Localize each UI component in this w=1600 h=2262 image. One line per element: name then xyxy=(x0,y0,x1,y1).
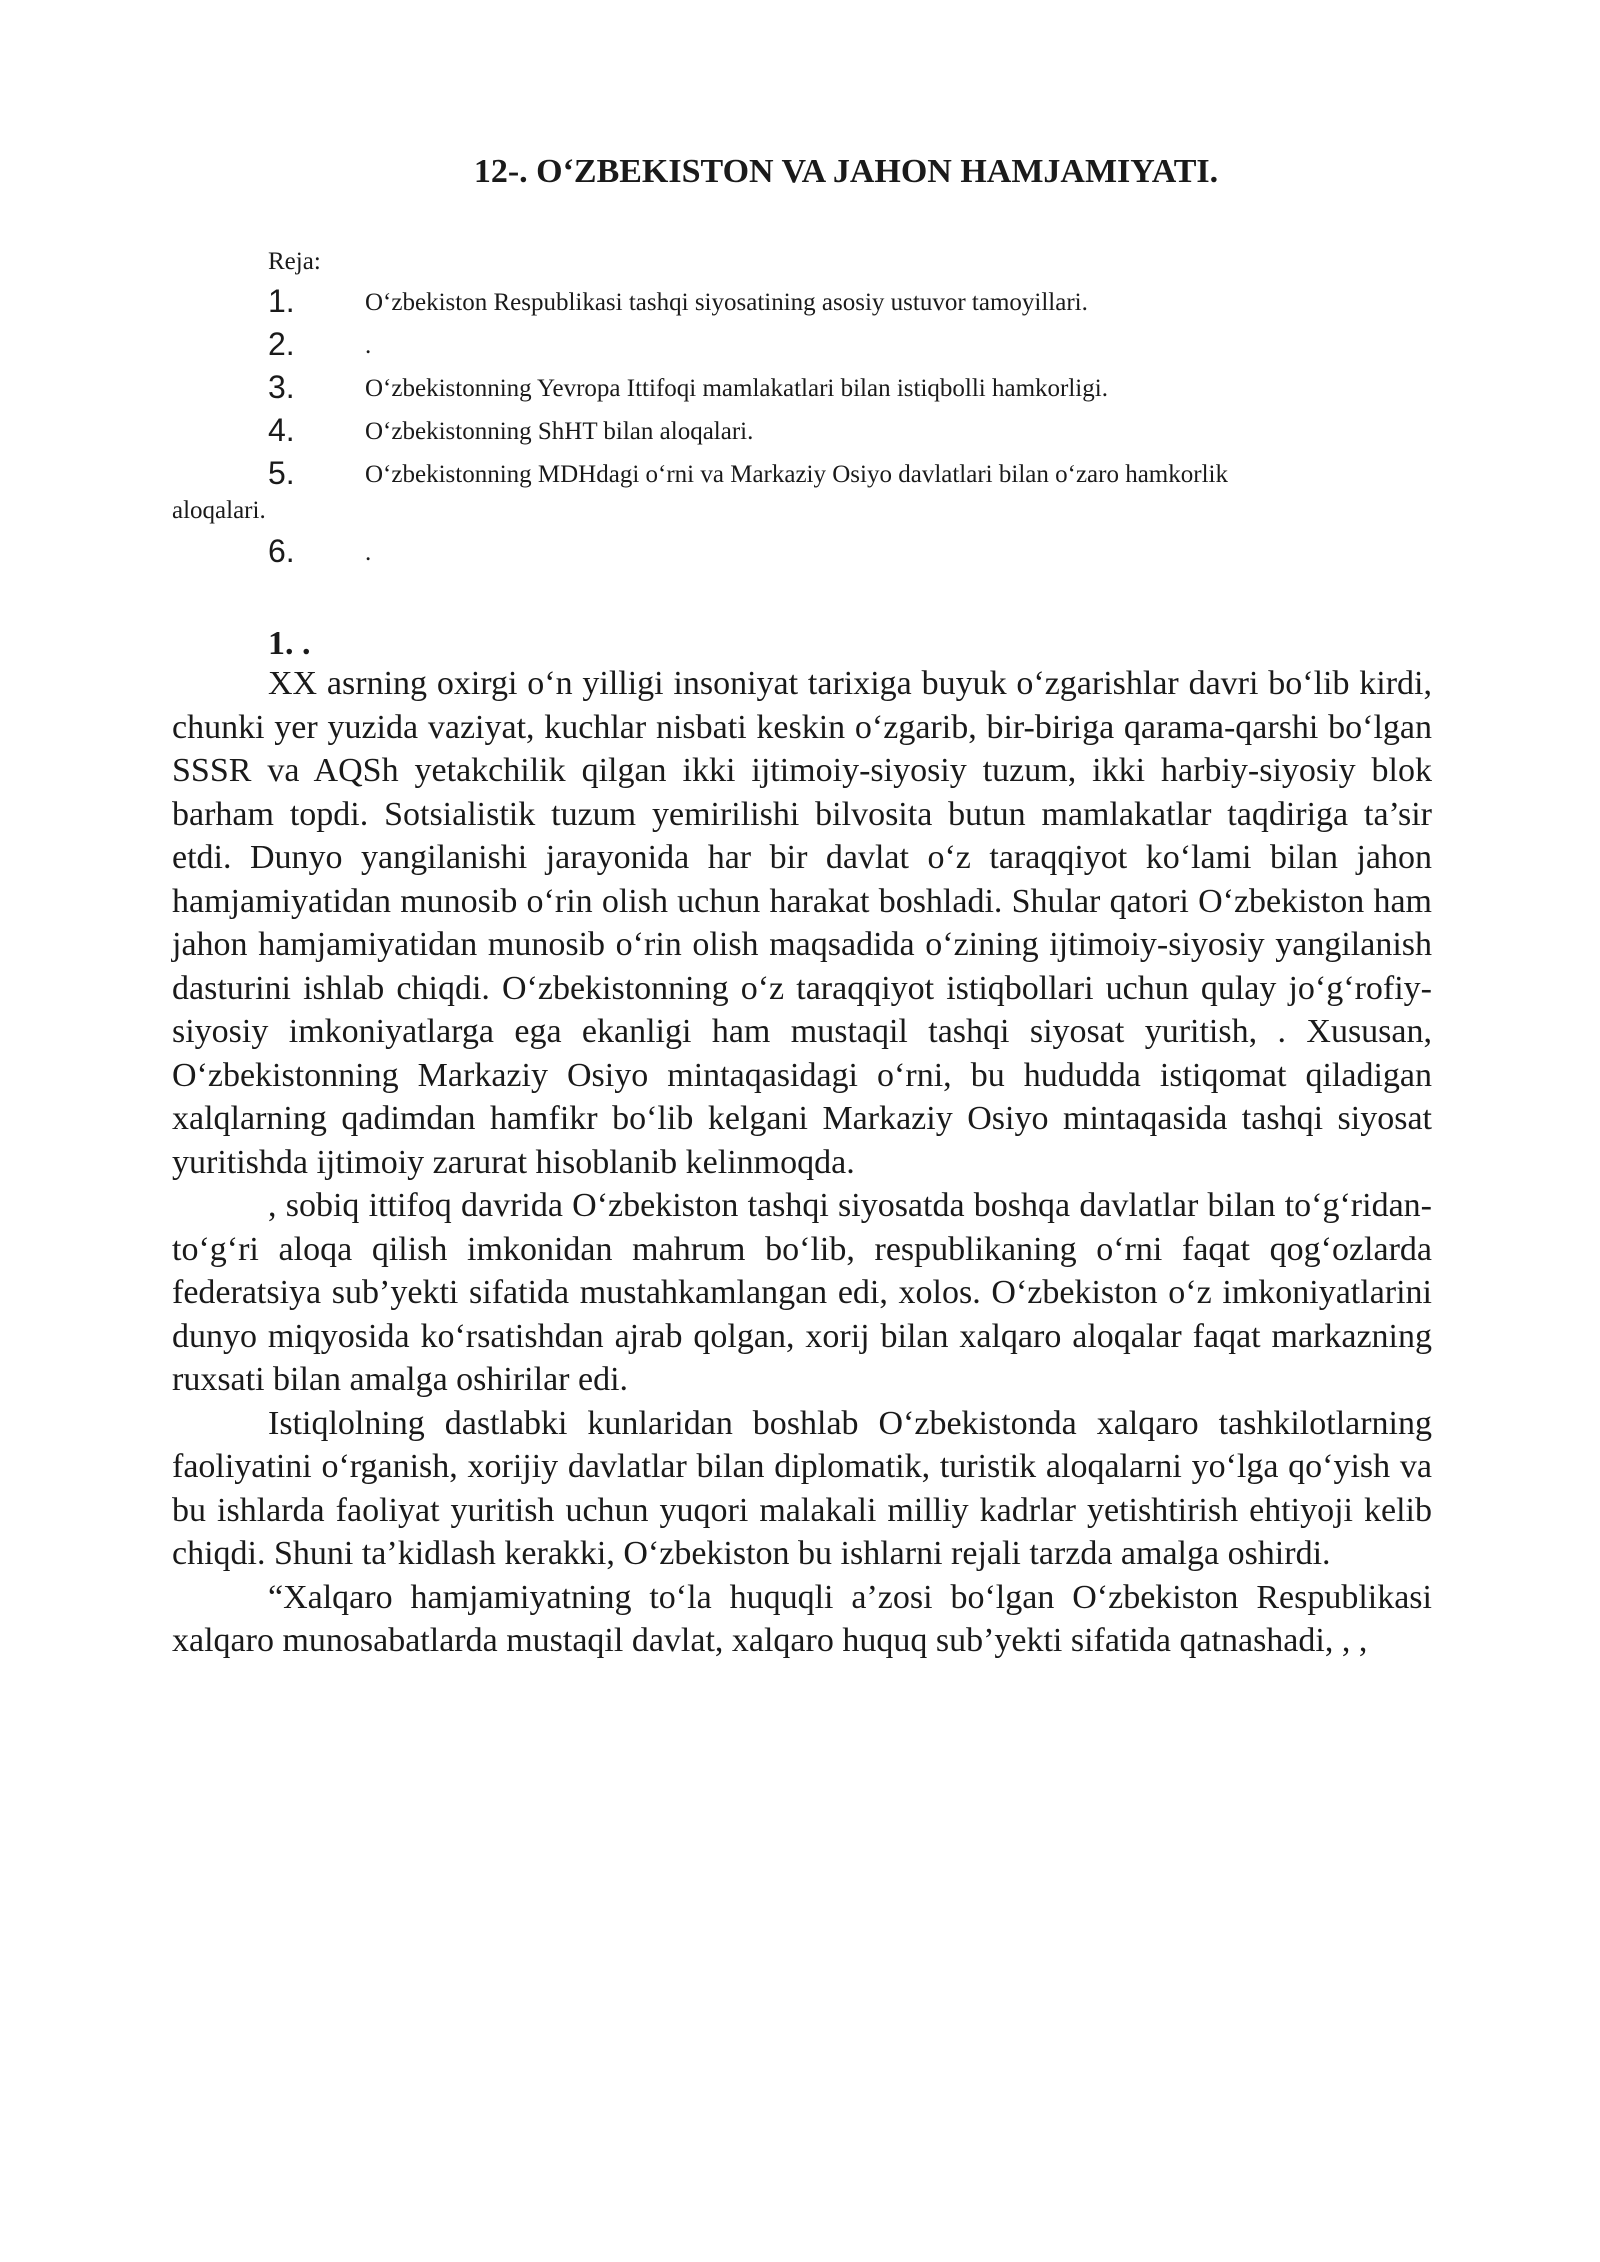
plan-item xyxy=(172,409,1432,452)
section-heading: 1. . xyxy=(268,625,311,662)
plan-item-number: 4. xyxy=(268,412,295,448)
document-title: 12-. O‘ZBEKISTON VA JAHON HAMJAMIYATI. xyxy=(473,153,1219,190)
body-paragraph: “Xalqaro hamjamiyatning to‘la huquqli a’zosi bo‘lgan O‘zbekiston Respublikasi xalqaro munosabatlarda mustaqil davlat, xalqaro huquq sub’yekti sifatida qatnashadi, , , xyxy=(172,1578,1432,1659)
plan-item-text: O‘zbekistonning ShHT bilan aloqalari. xyxy=(365,418,754,445)
body-paragraph: , sobiq ittifoq davrida O‘zbekiston tashqi siyosatda boshqa davlatlar bilan to‘g‘ridan-to‘g‘ri aloqa qilish imkonidan mahrum bo‘lib, respublikaning o‘rni faqat qog‘ozlarda federatsiya sub’yekti sifatida mustahkamlangan edi, xolos. O‘zbekiston o‘z imkoniyatlarini dunyo miqyosida ko‘rsatishdan ajrab qolgan, xorij bilan xalqaro aloqalar faqat markazning ruxsati bilan amalga oshirilar edi. xyxy=(172,1187,1432,1398)
plan-item xyxy=(172,323,1432,366)
plan-heading: Reja: xyxy=(268,248,321,275)
plan-item-number: 3. xyxy=(268,369,295,405)
plan-item-number: 6. xyxy=(268,533,295,569)
body-paragraph: Istiqlolning dastlabki kunlaridan boshlab O‘zbekistonda xalqaro tashkilotlarning faoliyatini o‘rganish, xorijiy davlatlar bilan diplomatik, turistik aloqalarni yo‘lga qo‘yish va bu ishlarda faoliyat yuritish uchun yuqori malakali milliy kadrlar yetishtirish ehtiyoji kelib chiqdi. Shuni ta’kidlash kerakki, O‘zbekiston bu ishlarni rejali tarzda amalga oshirdi. xyxy=(172,1404,1432,1572)
plan-item-text: . xyxy=(365,332,372,359)
plan-item-text-continuation: aloqalari. xyxy=(172,497,266,524)
plan-item xyxy=(172,530,1432,573)
plan-item-number: 1. xyxy=(268,283,295,319)
plan-item-text: O‘zbekiston Respublikasi tashqi siyosatining asosiy ustuvor tamoyillari. xyxy=(365,289,1088,316)
plan-item-text: . xyxy=(365,539,372,566)
plan-list xyxy=(172,280,1432,573)
plan-item xyxy=(172,366,1432,409)
plan-item xyxy=(172,280,1432,323)
plan-item-number: 5. xyxy=(268,455,295,491)
plan-item-number: 2. xyxy=(268,326,295,362)
plan-item xyxy=(172,452,1432,530)
body-paragraph: XX asrning oxirgi o‘n yilligi insoniyat tarixiga buyuk o‘zgarishlar davri bo‘lib kirdi, chunki yer yuzida vaziyat, kuchlar nisbati keskin o‘zgarib, bir-biriga qarama-qarshi bo‘lgan SSSR va AQSh yetakchilik qilgan ikki ijtimoiy-siyosiy tuzum, ikki harbiy-siyosiy blok barham topdi. Sotsialistik tuzum yemirilishi bilvosita butun mamlakatlar taqdiriga ta’sir etdi. Dunyo yangilanishi jarayonida har bir davlat o‘z taraqqiyot ko‘lami bilan jahon hamjamiyatidan munosib o‘rin olish uchun harakat boshladi. Shular qatori O‘zbekiston ham jahon hamjamiyatidan munosib o‘rin olish maqsadida o‘zining ijtimoiy-siyosiy yangilanish dasturini ishlab chiqdi. O‘zbekistonning o‘z taraqqiyot istiqbollari uchun qulay jo‘g‘rofiy-siyosiy imkoniyatlarga ega ekanligi ham mustaqil tashqi siyosat yuritish, . Xususan, O‘zbekistonning Markaziy Osiyo mintaqasidagi o‘rni, bu hududda istiqomat qiladigan xalqlarning qadimdan hamfikr bo‘lib kelgani Markaziy Osiyo mintaqasida tashqi siyosat yuritishda ijtimoiy zarurat hisoblanib kelinmoqda. xyxy=(172,665,1432,1181)
plan-item-text: O‘zbekistonning MDHdagi o‘rni va Markaziy Osiyo davlatlari bilan o‘zaro hamkorlik xyxy=(365,461,1228,488)
plan-item-text: O‘zbekistonning Yevropa Ittifoqi mamlakatlari bilan istiqbolli hamkorligi. xyxy=(365,375,1108,402)
body-text xyxy=(172,662,1432,1663)
